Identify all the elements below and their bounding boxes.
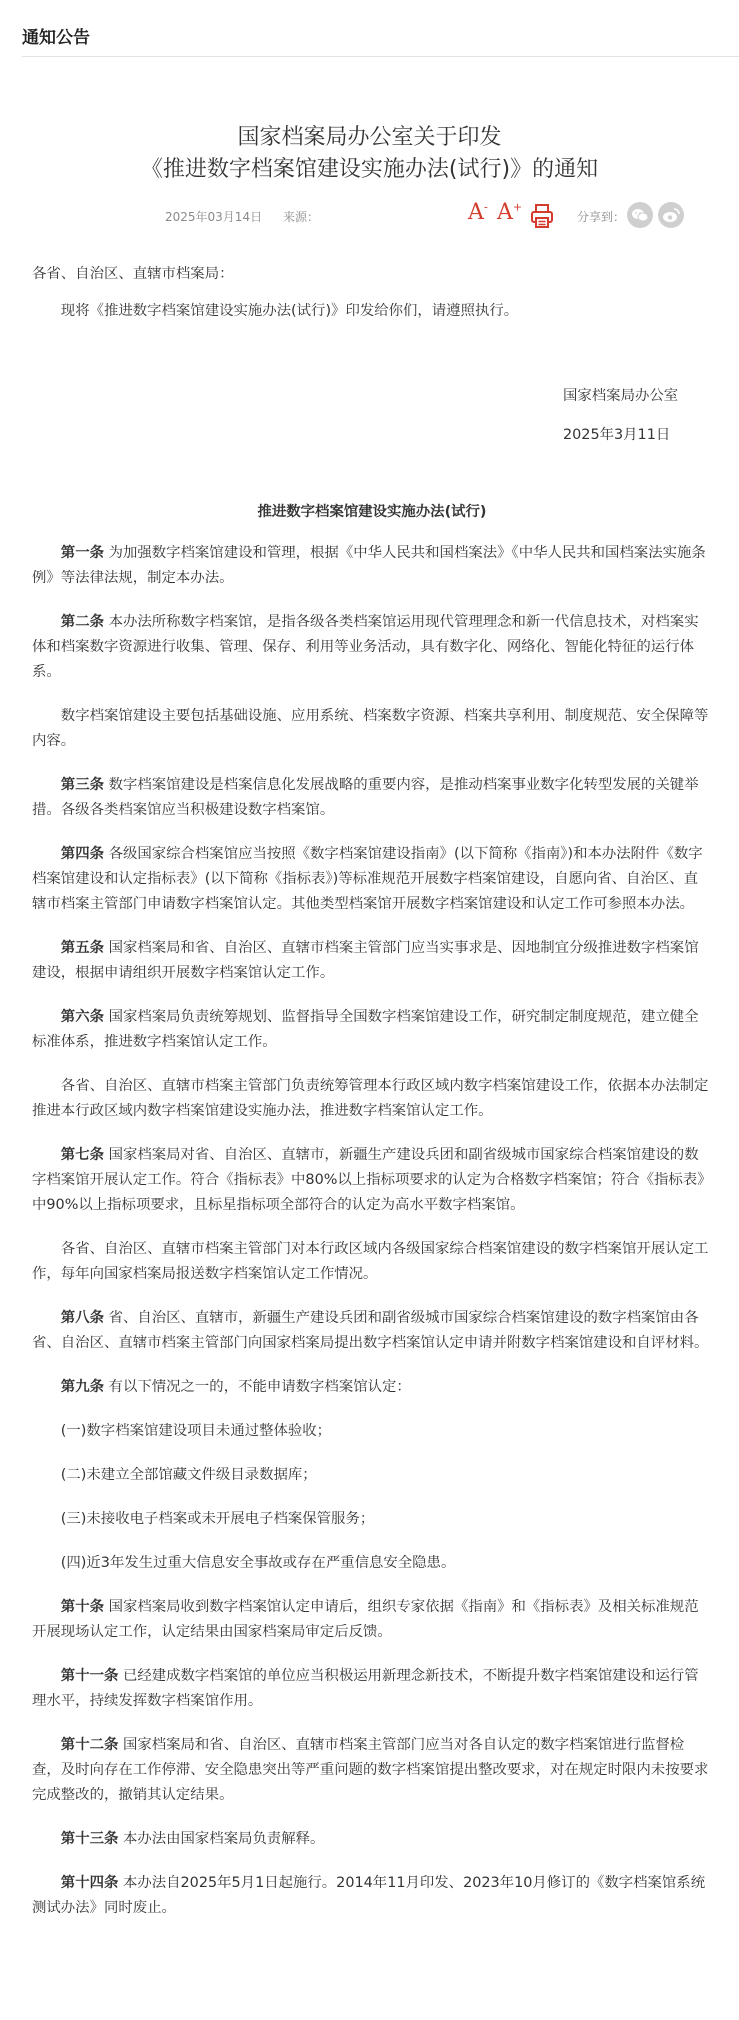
letter-body: 现将《推进数字档案馆建设实施办法(试行)》印发给你们，请遵照执行。 bbox=[60, 303, 519, 319]
doc-paragraph bbox=[32, 1306, 712, 1356]
article-text: 本办法由国家档案局负责解释。 bbox=[122, 1831, 325, 1847]
article-text: (三)未接收电子档案或未开展电子档案保管服务； bbox=[60, 1511, 375, 1527]
font-decrease-button[interactable] bbox=[468, 200, 488, 225]
section-title: 通知公告 bbox=[22, 28, 90, 48]
doc-paragraph bbox=[32, 1005, 712, 1055]
article-title bbox=[0, 122, 739, 186]
doc-paragraph bbox=[32, 1664, 712, 1714]
source-label: 来源： bbox=[283, 210, 320, 224]
doc-paragraph bbox=[32, 704, 712, 754]
article-number: 第四条 bbox=[60, 846, 104, 862]
doc-paragraph bbox=[32, 610, 712, 685]
print-icon bbox=[530, 203, 554, 229]
doc-paragraph bbox=[32, 842, 712, 917]
article-text: (四)近3年发生过重大信息安全事故或存在严重信息安全隐患。 bbox=[60, 1555, 456, 1571]
doc-paragraph bbox=[32, 1827, 712, 1852]
article-text: 有以下情况之一的，不能申请数字档案馆认定： bbox=[108, 1379, 411, 1395]
weibo-icon bbox=[658, 202, 684, 228]
doc-paragraph bbox=[32, 1074, 712, 1124]
article-text: 国家档案局和省、自治区、直辖市档案主管部门应当对各自认定的数字档案馆进行监督检查，及时向存在工作停滞、安全隐患突出等严重问题的数字档案馆提出整改要求，对在规定时限内未按要求完成整改的，撤销其认定结果。 bbox=[32, 1737, 709, 1803]
article-text: 各省、自治区、直辖市档案主管部门负责统筹管理本行政区域内数字档案馆建设工作，依据本办法制定推进本行政区域内数字档案馆建设实施办法，推进数字档案馆认定工作。 bbox=[32, 1078, 709, 1119]
doc-paragraphs bbox=[32, 541, 712, 1921]
article-text: 省、自治区、直辖市，新疆生产建设兵团和副省级城市国家综合档案馆建设的数字档案馆由各省、自治区、直辖市档案主管部门向国家档案局提出数字档案馆认定申请并附数字档案馆建设和自评材料。 bbox=[32, 1310, 709, 1351]
article-number: 第十条 bbox=[60, 1599, 104, 1615]
article-number: 第十一条 bbox=[60, 1668, 119, 1684]
article-text: 国家档案局负责统筹规划、监督指导全国数字档案馆建设工作，研究制定制度规范，建立健全标准体系，推进数字档案馆认定工作。 bbox=[32, 1009, 699, 1050]
doc-title: 推进数字档案馆建设实施办法(试行) bbox=[257, 504, 487, 520]
article-text: 本办法自2025年5月1日起施行。2014年11月印发、2023年10月修订的《数字档案馆系统测试办法》同时废止。 bbox=[32, 1875, 706, 1916]
article-text: (一)数字档案馆建设项目未通过整体验收； bbox=[60, 1423, 332, 1439]
font-increase-letter: A bbox=[497, 200, 513, 225]
doc-paragraph bbox=[32, 1595, 712, 1645]
article-number: 第三条 bbox=[60, 777, 104, 793]
article-text: (二)未建立全部馆藏文件级目录数据库； bbox=[60, 1467, 317, 1483]
article-number: 第二条 bbox=[60, 614, 104, 630]
doc-paragraph bbox=[32, 773, 712, 823]
article-number: 第一条 bbox=[60, 545, 104, 561]
article-title-line2: 《推进数字档案馆建设实施办法(试行)》的通知 bbox=[140, 157, 599, 182]
print-button[interactable] bbox=[530, 203, 554, 229]
article-text: 本办法所称数字档案馆，是指各级各类档案馆运用现代管理理念和新一代信息技术，对档案实体和档案数字资源进行收集、管理、保存、利用等业务活动，具有数字化、网络化、智能化特征的运行体系。 bbox=[32, 614, 699, 680]
article-number: 第十三条 bbox=[60, 1831, 119, 1847]
doc-paragraph bbox=[32, 1143, 712, 1218]
article-number: 第七条 bbox=[60, 1147, 104, 1163]
article-body bbox=[32, 262, 712, 1921]
article-number: 第九条 bbox=[60, 1379, 104, 1395]
article-text: 各级国家综合档案馆应当按照《数字档案馆建设指南》(以下简称《指南》)和本办法附件《数字档案馆建设和认定指标表》(以下简称《指标表》)等标准规范开展数字档案馆建设，自愿向省、自治区、直辖市档案主管部门申请数字档案馆认定。其他类型档案馆开展数字档案馆建设和认定工作可参照本办法。 bbox=[32, 846, 703, 912]
article-number: 第十四条 bbox=[60, 1875, 119, 1891]
article-number: 第五条 bbox=[60, 940, 104, 956]
doc-paragraph bbox=[32, 1463, 712, 1488]
doc-paragraph bbox=[32, 936, 712, 986]
doc-paragraph bbox=[32, 1419, 712, 1444]
header-divider bbox=[22, 56, 739, 57]
share-wechat-button[interactable] bbox=[627, 202, 653, 228]
article-text: 数字档案馆建设是档案信息化发展战略的重要内容，是推动档案事业数字化转型发展的关键举措。各级各类档案馆应当积极建设数字档案馆。 bbox=[32, 777, 699, 818]
share-weibo-button[interactable] bbox=[658, 202, 684, 228]
wechat-icon bbox=[627, 202, 653, 228]
doc-paragraph bbox=[32, 1871, 712, 1921]
font-increase-sign: + bbox=[512, 200, 523, 214]
article-title-line1: 国家档案局办公室关于印发 bbox=[237, 125, 502, 150]
article-number: 第八条 bbox=[60, 1310, 104, 1326]
font-decrease-letter: A bbox=[468, 200, 484, 225]
font-increase-button[interactable] bbox=[497, 200, 522, 225]
share-label: 分享到： bbox=[577, 210, 626, 224]
letter-sign-date: 2025年3月11日 bbox=[563, 427, 671, 443]
article-text: 数字档案馆建设主要包括基础设施、应用系统、档案数字资源、档案共享利用、制度规范、安全保障等内容。 bbox=[32, 708, 709, 749]
publish-date: 2025年03月14日 bbox=[165, 210, 263, 224]
article-text: 各省、自治区、直辖市档案主管部门对本行政区域内各级国家综合档案馆建设的数字档案馆开展认定工作，每年向国家档案局报送数字档案馆认定工作情况。 bbox=[32, 1241, 709, 1282]
font-decrease-sign: - bbox=[483, 200, 488, 214]
article-number: 第六条 bbox=[60, 1009, 104, 1025]
section-header bbox=[22, 26, 739, 58]
doc-paragraph bbox=[32, 541, 712, 591]
doc-paragraph bbox=[32, 1551, 712, 1576]
letter-addressee: 各省、自治区、直辖市档案局： bbox=[32, 266, 234, 282]
article-text: 国家档案局收到数字档案馆认定申请后，组织专家依据《指南》和《指标表》及相关标准规范开展现场认定工作，认定结果由国家档案局审定后反馈。 bbox=[32, 1599, 699, 1640]
doc-paragraph bbox=[32, 1733, 712, 1808]
article-meta bbox=[0, 200, 739, 232]
article-number: 第十二条 bbox=[60, 1737, 119, 1753]
article-text: 国家档案局和省、自治区、直辖市档案主管部门应当实事求是、因地制宜分级推进数字档案馆建设，根据申请组织开展数字档案馆认定工作。 bbox=[32, 940, 699, 981]
doc-paragraph bbox=[32, 1375, 712, 1400]
doc-paragraph bbox=[32, 1507, 712, 1532]
letter-signature: 国家档案局办公室 bbox=[563, 388, 679, 404]
article-text: 为加强数字档案馆建设和管理，根据《中华人民共和国档案法》《中华人民共和国档案法实施条例》等法律法规，制定本办法。 bbox=[32, 545, 706, 586]
doc-paragraph bbox=[32, 1237, 712, 1287]
article-text: 已经建成数字档案馆的单位应当积极运用新理念新技术，不断提升数字档案馆建设和运行管理水平，持续发挥数字档案馆作用。 bbox=[32, 1668, 699, 1709]
article-text: 国家档案局对省、自治区、直辖市，新疆生产建设兵团和副省级城市国家综合档案馆建设的数字档案馆开展认定工作。符合《指标表》中80%以上指标项要求的认定为合格数字档案馆；符合《指标表》中90%以上指标项要求，且标星指标项全部符合的认定为高水平数字档案馆。 bbox=[32, 1147, 712, 1213]
